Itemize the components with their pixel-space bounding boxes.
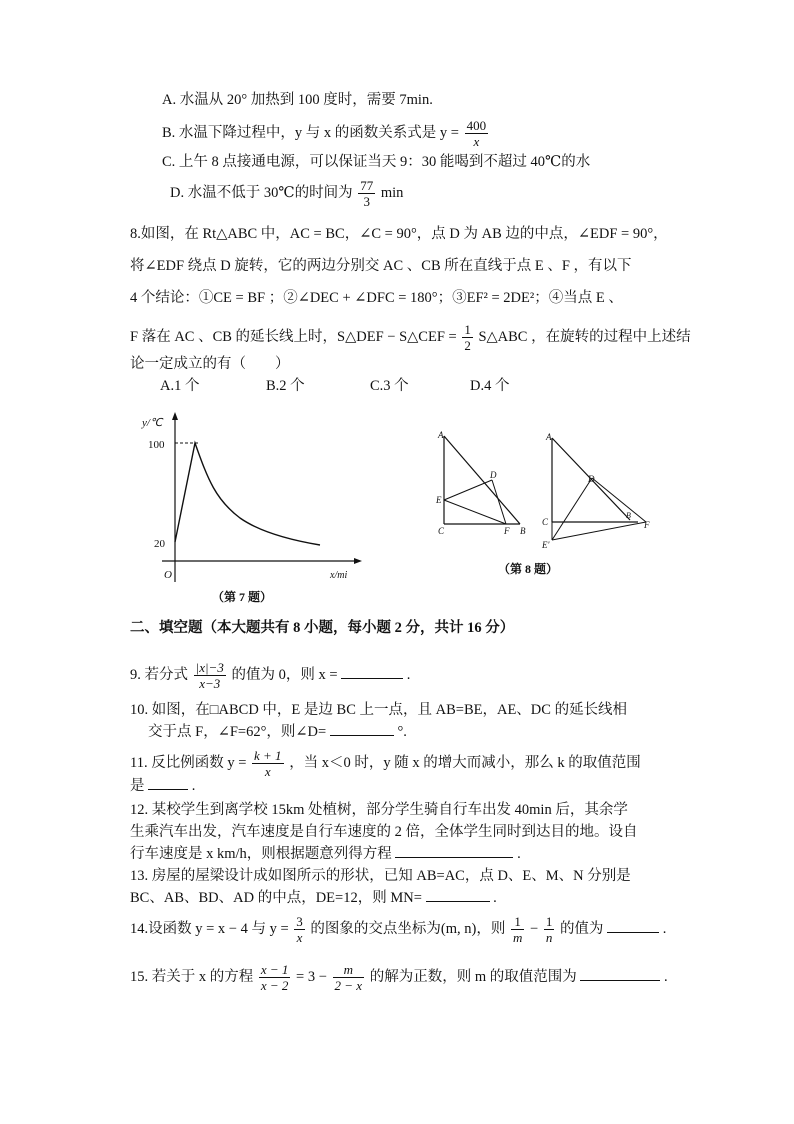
q8-line-4-text: F 落在 AC 、CB 的延长线上时，S△DEF − S△CEF =: [130, 328, 457, 345]
q15-suffix: 的解为正数，则 m 的取值范围为: [369, 968, 577, 985]
q11-end: .: [191, 778, 196, 794]
fraction-denominator: 2 − x: [334, 978, 363, 993]
label-a: A: [546, 432, 552, 442]
q11-line-2-text: 是: [130, 778, 145, 794]
label-c: C: [542, 517, 549, 527]
q11-fraction: [252, 748, 284, 779]
q14-suffix: 的值为: [559, 920, 604, 937]
q14-end: .: [662, 920, 667, 937]
x-axis-label: x/mi: [330, 570, 348, 581]
q15-left-fraction: [259, 962, 291, 993]
q15: [130, 962, 668, 993]
segment-ef: [552, 522, 646, 540]
q13-line-1: 13. 房屋的屋梁设计成如图所示的形状，已知 AB=AC，点 D、E、M、N 分别是: [130, 868, 631, 884]
figure-8-caption: （第 8 题）: [498, 562, 559, 576]
q8-fraction-half: [462, 322, 473, 353]
q8-line-2: 将∠EDF 绕点 D 旋转，它的两边分别交 AC 、CB 所在直线于点 E 、F ，有以下: [130, 258, 632, 274]
q15-right-fraction: [333, 962, 365, 993]
q8-choice-d: D.4 个: [470, 378, 510, 394]
q14-minus: −: [530, 920, 539, 937]
q10-line-1: 10. 如图，在□ABCD 中，E 是边 BC 上一点，且 AB=BE，AE、DC 的延长线相: [130, 702, 628, 718]
q7-option-b-fraction: [465, 118, 489, 149]
fraction-denominator: x−3: [199, 676, 221, 691]
q11-line-2: [130, 776, 195, 796]
q11-answer-blank[interactable]: [148, 789, 188, 790]
figure-7-graph: [140, 410, 370, 585]
q13-line-2-text: BC、AB、BD、AD 的中点，DE=12，则 MN=: [130, 890, 422, 906]
q13-end: .: [493, 890, 497, 906]
fraction-numerator: 1: [545, 914, 553, 929]
q9: [130, 660, 410, 691]
q15-answer-blank[interactable]: [580, 980, 660, 981]
q8-choice-b: B.2 个: [266, 378, 305, 394]
fraction-numerator: x − 1: [260, 962, 289, 977]
segment-ed: [444, 480, 492, 500]
q7-option-d-text: D. 水温不低于 30℃的时间为: [170, 184, 353, 201]
label-e: E': [542, 540, 550, 550]
q14-prefix: 14.设函数 y = x − 4 与 y =: [130, 920, 289, 937]
q10-answer-blank[interactable]: [330, 735, 394, 736]
fraction-numerator: 1: [464, 322, 471, 337]
q15-end: .: [663, 968, 668, 985]
fraction-denominator: x: [296, 930, 303, 945]
q10-line-2: [148, 722, 407, 742]
fraction-denominator: 2: [464, 338, 471, 353]
q9-end: .: [406, 666, 411, 683]
y-axis-label: y/℃: [142, 417, 163, 429]
q11-line-1: [130, 748, 641, 779]
q7-option-d: [170, 178, 403, 209]
q7-option-a: A. 水温从 20° 加热到 100 度时，需要 7min.: [162, 92, 433, 108]
q9-fraction: [194, 660, 226, 691]
segment-ef: [444, 500, 506, 524]
fraction-denominator: x: [473, 134, 480, 149]
fraction-denominator: x − 2: [260, 978, 289, 993]
q8-line-5: 论一定成立的有（ ）: [130, 356, 290, 372]
x-axis-arrow: [354, 558, 362, 564]
q12-line-3-text: 行车速度是 x km/h，则根据题意列得方程: [130, 846, 392, 862]
q13-answer-blank[interactable]: [426, 901, 490, 902]
fraction-denominator: m: [512, 930, 523, 945]
q14: [130, 914, 666, 945]
q14-middle: 的图象的交点坐标为(m, n)，则: [310, 920, 506, 937]
q8-choice-c: C.3 个: [370, 378, 409, 394]
temperature-curve: [175, 443, 320, 545]
fraction-denominator: n: [545, 930, 553, 945]
q8-choice-a: A.1 个: [160, 378, 200, 394]
q14-fraction-3-over-x: [294, 914, 305, 945]
q13-line-2: [130, 888, 497, 908]
q7-option-d-fraction: [358, 178, 375, 209]
q14-fraction-1-over-m: [511, 914, 524, 945]
label-b: B: [520, 526, 526, 536]
segment-de: [552, 478, 592, 540]
label-e: E: [436, 495, 442, 505]
segment-ab: [444, 436, 520, 524]
tick-100-label: 100: [148, 439, 165, 451]
fraction-denominator: 3: [363, 194, 370, 209]
label-f: F: [644, 520, 650, 530]
fraction-numerator: 77: [360, 178, 374, 193]
fraction-numerator: |x|−3: [195, 660, 224, 675]
fraction-numerator: 3: [296, 914, 303, 929]
q11-suffix: ，当 x＜0 时，y 随 x 的增大而减小，那么 k 的取值范围: [289, 754, 641, 771]
q8-line-4: [130, 322, 691, 353]
q9-suffix: 的值为 0，则 x =: [231, 666, 338, 683]
q8-line-1: 8.如图，在 Rt△ABC 中，AC = BC，∠C = 90°，点 D 为 AB 边的中点，∠EDF = 90°，: [130, 226, 668, 242]
q7-option-c: C. 上午 8 点接通电源，可以保证当天 9：30 能喝到不超过 40℃的水: [162, 154, 591, 170]
label-f: F: [504, 526, 510, 536]
segment-df: [592, 478, 646, 522]
q8-line-3: 4 个结论：①CE = BF ；②∠DEC + ∠DFC = 180°；③EF² = 2DE²；④当点 E 、: [130, 290, 623, 306]
q7-option-b-text: B. 水温下降过程中，y 与 x 的函数关系式是 y =: [162, 124, 459, 141]
q10-line-2-text: 交于点 F，∠F=62°，则∠D=: [148, 724, 327, 740]
q15-equals: = 3 −: [296, 968, 327, 985]
q10-end: °.: [397, 724, 407, 740]
q8-line-4-tail: S△ABC ，在旋转的过程中上述结: [478, 328, 691, 345]
q7-option-b: [162, 118, 490, 149]
label-a: A: [438, 430, 444, 440]
fraction-numerator: m: [333, 962, 365, 978]
q11-prefix: 11. 反比例函数 y =: [130, 754, 247, 771]
tick-20-label: 20: [154, 538, 165, 550]
label-d: D: [588, 474, 595, 484]
fraction-denominator: x: [264, 764, 271, 779]
label-c: C: [438, 526, 445, 536]
y-axis-arrow: [172, 412, 178, 420]
fraction-numerator: 400: [466, 118, 487, 133]
figure-7-caption: （第 7 题）: [212, 590, 273, 604]
origin-label: O: [164, 569, 172, 581]
fraction-numerator: k + 1: [254, 748, 282, 763]
q12-answer-blank[interactable]: [395, 857, 513, 858]
q15-prefix: 15. 若关于 x 的方程: [130, 968, 254, 985]
q14-answer-blank[interactable]: [607, 932, 659, 933]
q7-option-d-unit: min: [380, 184, 404, 201]
segment-df: [492, 480, 506, 524]
q9-prefix: 9. 若分式: [130, 666, 188, 683]
q12-end: .: [517, 846, 521, 862]
label-b: B: [626, 511, 631, 520]
q14-fraction-1-over-n: [544, 914, 555, 945]
fraction-numerator: 1: [511, 914, 524, 930]
figure-8-left: [430, 428, 530, 540]
q12-line-3: [130, 844, 521, 864]
q12-line-2: 生乘汽车出发，汽车速度是自行车速度的 2 倍，全体学生同时到达目的地。设自: [130, 824, 638, 840]
q9-answer-blank[interactable]: [341, 678, 403, 679]
q12-line-1: 12. 某校学生到离学校 15km 处植树，部分学生骑自行车出发 40min 后，其余学: [130, 802, 628, 818]
section-2-heading: 二、填空题（本大题共有 8 小题，每小题 2 分，共计 16 分）: [130, 620, 515, 636]
figure-8-right: [538, 428, 658, 550]
label-d: D: [490, 470, 497, 480]
